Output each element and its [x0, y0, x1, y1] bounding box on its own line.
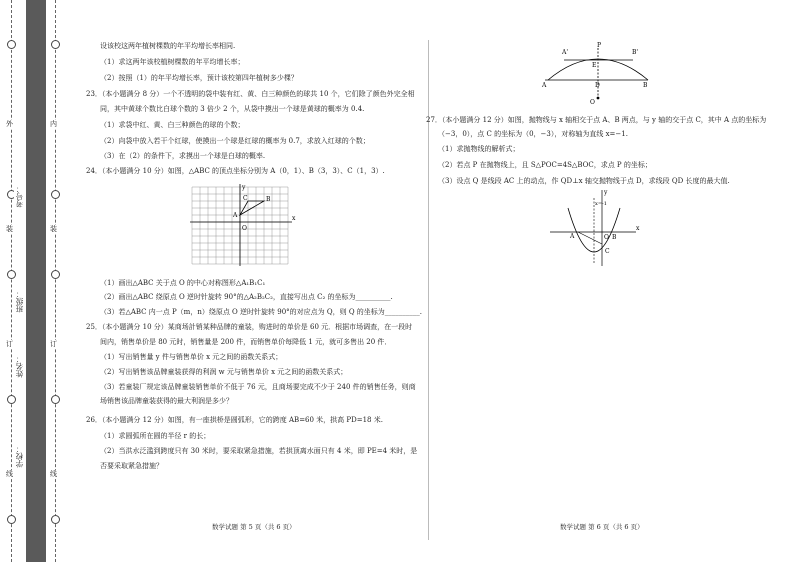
- q26-arch-figure: [540, 40, 650, 108]
- right-page-footer: 数学试题 第 6 页（共 6 页）: [560, 523, 644, 531]
- q24-stem: 24．（本小题满分 10 分）如图，△ABC 的顶点坐标分别为 A（0，1）、B（3，3）、C（1，3）.: [86, 167, 385, 175]
- q27-part1: （1）求抛物线的解析式；: [438, 145, 520, 153]
- q24-part2: （2）画出△ABC 绕原点 O 逆时针旋转 90°的△A₂B₂C₂，直接写出点 C₂ 的坐标为__________.: [100, 293, 393, 301]
- q27-part2: （2）若点 P 在抛物线上，且 S△POC=4S△BOC，求点 P 的坐标；: [438, 161, 652, 169]
- q24-part1: （1）画出△ABC 关于点 O 的中心对称图形△A₁B₁C₁: [100, 279, 266, 287]
- q26-part2: （2）当洪水泛滥到跨度只有 30 米时，要采取紧急措施，若拱顶离水面只有 4 米，即 PE=4 米时，是: [100, 447, 418, 455]
- q25-part3: （3）若童装厂规定该品牌童装销售单价不低于 76 元，且商场要完成不少于 240 件的销售任务，则商: [100, 383, 416, 391]
- q23-part2: （2）向袋中放入若干个红球，使摸出一个球是红球的概率为 0.7，求放入红球的个数；: [100, 137, 370, 145]
- point-a-label: A: [233, 212, 238, 219]
- q24-grid-figure: [188, 183, 298, 273]
- q27-stem: 27．（本小题满分 12 分）如图，抛物线与 x 轴相交于点 A、B 两点，与 y 轴的交于点 C，其中 A 点的坐标为: [426, 116, 767, 124]
- q26-part1: （1）求圆弧所在圆的半径 r 的长；: [100, 432, 211, 440]
- q25-stem: 25．（本小题满分 10 分）某商场計销某种品牌的童装，购进时的单价是 60 元．根据市场调查，在一段时: [86, 323, 413, 331]
- q25-part2: （2）写出销售该品牌童装获得的利润 w 元与销售单价 x 元之间的函数关系式；: [100, 368, 348, 376]
- school-field-label: 学校：: [15, 445, 24, 468]
- q23-stem-2: 同，其中黄球个数比白球个数的 3 倍少 2 个，从袋中摸出一个球是黄球的概率为 0.4.: [100, 105, 365, 113]
- point-b1-label: B': [632, 49, 639, 56]
- q25-part1: （1）写出销售量 y 件与销售单价 x 元之间的函数关系式；: [100, 353, 283, 361]
- x-axis-label: x: [292, 215, 296, 222]
- q22-text: 设该校这两年植树棵数的年平均增长率相同.: [100, 42, 236, 50]
- x-axis-label-parabola: x: [636, 225, 640, 232]
- q26-part2-cont: 否要采取紧急措施？: [100, 462, 163, 470]
- q26-stem: 26．（本小题满分 12 分）如图，有一座拱桥是圆弧形，它的跨度 AB=60 米，拱高 PD=18 米.: [86, 416, 383, 424]
- outer-mark-staple: 订: [6, 340, 13, 348]
- point-b-label-arch: B: [643, 82, 648, 89]
- point-p-label: P: [597, 42, 602, 49]
- y-axis-label: y: [242, 184, 246, 191]
- q23-part1: （1）求袋中红、黄、白三种颜色的球的个数；: [100, 121, 245, 129]
- q27-parabola-figure: [550, 188, 640, 268]
- exam-number-field-label: 考号：: [15, 185, 24, 208]
- point-a-label-arch: A: [542, 82, 547, 89]
- inner-mark-staple: 订: [50, 340, 57, 348]
- point-c-label-parabola: C: [605, 248, 610, 255]
- q25-stem-2: 间内，销售单价是 80 元时，销售量是 200 件，而销售单价每降低 1 元，就可多售出 20 件．: [100, 338, 392, 346]
- right-page: [426, 0, 794, 562]
- outer-mark-line: 线: [6, 470, 13, 478]
- point-o-label-arch: O: [590, 99, 595, 106]
- point-a1-label: A': [562, 49, 568, 56]
- outer-mark-bind: 装: [6, 225, 13, 233]
- q27-stem-2: （−3，0），点 C 的坐标为（0，−3），对称轴为直线 x=−1.: [438, 130, 628, 138]
- origin-label: O: [242, 225, 247, 232]
- point-a-label-parabola: A: [570, 233, 575, 240]
- point-d-label: D: [595, 82, 600, 89]
- q27-part3: （3）设点 Q 是线段 AC 上的动点，作 QD⊥x 轴交抛物线于点 D，求线段 QD 长度的最大值.: [438, 177, 730, 185]
- q22-part2: （2）按照（1）的年平均增长率，预计该校第四年植树多少棵？: [100, 74, 298, 82]
- q23-stem: 23．（本小题满分 8 分）一个不透明的袋中装有红、黄、白三种颜色的球共 10 个，它们除了颜色外完全相: [86, 90, 415, 98]
- inner-mark-bind: 装: [50, 225, 57, 233]
- name-field-label: 姓名：: [15, 355, 24, 378]
- inner-mark-line: 线: [50, 470, 57, 478]
- outer-mark-outside: 外: [6, 120, 13, 128]
- origin-label-parabola: O: [604, 234, 609, 241]
- q24-part3: （3）若△ABC 内一点 P（m，n）绕原点 O 逆时针旋转 90°的对应点为 Q，则 Q 的坐标为__________.: [100, 308, 423, 316]
- y-axis-label-parabola: y: [604, 189, 608, 196]
- point-e-label: E: [592, 62, 597, 69]
- left-page-footer: 数学试题 第 5 页（共 6 页）: [212, 523, 296, 531]
- symmetry-axis-label: x=-1: [595, 201, 607, 207]
- point-b-label-parabola: B: [612, 234, 617, 241]
- class-field-label: 班级：: [15, 290, 24, 313]
- point-c-label: C: [243, 195, 248, 202]
- inner-mark-inside: 内: [50, 120, 57, 128]
- point-b-label: B: [266, 196, 271, 203]
- q22-part1: （1）求这两年该校植树棵数的年平均增长率；: [100, 58, 245, 66]
- q23-part3: （3）在（2）的条件下，求摸出一个球是白球的概率.: [100, 152, 266, 160]
- q25-part3-cont: 场销售该品牌童装获得的最大利润是多少？: [100, 397, 233, 405]
